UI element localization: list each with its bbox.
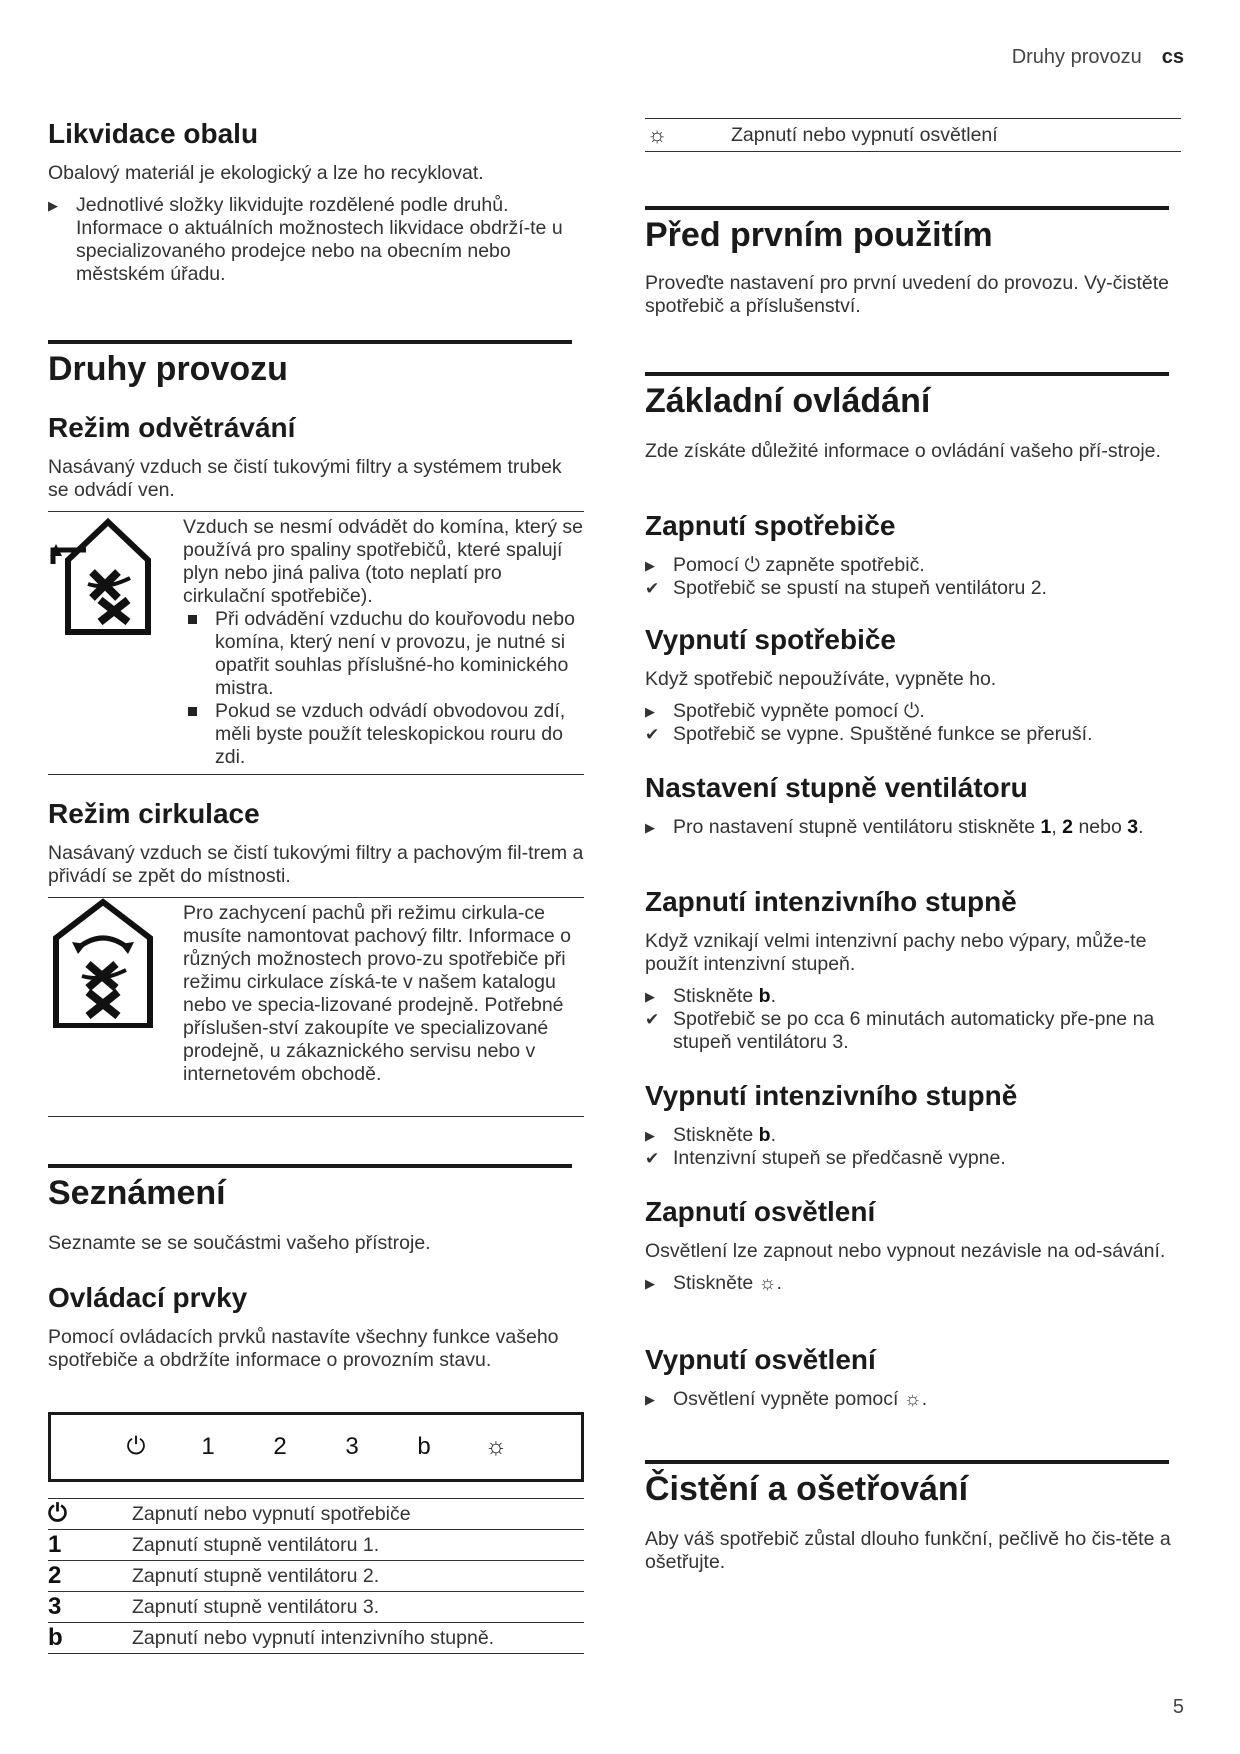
- intro-title: Seznámení: [48, 1174, 226, 1212]
- table-row: [48, 1530, 584, 1561]
- exhaust-text: Nasávaný vzduch se čistí tukovými filtry a systémem trubek se odvádí ven.: [48, 456, 562, 501]
- check-icon: ✔: [645, 725, 660, 744]
- exhaust-note: [48, 511, 584, 775]
- intensive-off-result: ✔ Intenzivní stupeň se předčasně vypne.: [645, 1147, 1006, 1169]
- intensive-on-text: Když vznikají velmi intenzivní pachy nebo výpary, může-te použít intenzivní stupeň.: [645, 930, 1147, 975]
- light-off-title: Vypnutí osvětlení: [645, 1344, 876, 1375]
- fan-3-button[interactable]: 3: [345, 1433, 359, 1460]
- fan-2-button[interactable]: 2: [273, 1433, 287, 1460]
- intensive-on-title: Zapnutí intenzivního stupně: [645, 886, 1017, 917]
- basic-title: Základní ovládání: [645, 382, 931, 420]
- light-on-section: [645, 1196, 1185, 1295]
- fan-1-button[interactable]: 1: [201, 1433, 215, 1460]
- circulation-note-text: Pro zachycení pachů při režimu cirkula-ce musíte namontovat pachový filtr. Informace o různých možnostech provo-zu spotřebiče při režimu cirkulace získá-te v našem katalogu nebo ve specia-lizované prodejně. Potřebné příslušen-ství zakoupíte ve specializované prodejně, u zákaznického servisu nebo v internetovém obchodě.: [183, 902, 572, 1085]
- fan-level-step: ▶ Pro nastavení stupně ventilátoru stiskněte 1, 2 nebo 3.: [645, 816, 1144, 838]
- intensive-on-result: ✔ Spotřebič se po cca 6 minutách automaticky pře-pne na stupeň ventilátoru 3.: [645, 1008, 1155, 1053]
- basic-rule: [645, 372, 1169, 376]
- controls-title: Ovládací prvky: [48, 1282, 248, 1313]
- power-symbol: ⏻: [903, 700, 920, 722]
- table-row: [48, 1592, 584, 1623]
- circulation-house-icon: [48, 898, 183, 1116]
- keys-table-wrap: [48, 1498, 584, 1654]
- running-header: [1012, 46, 1184, 69]
- intensive-button[interactable]: b: [417, 1433, 431, 1460]
- basic-text: Zde získáte důležité informace o ovládání vašeho pří-stroje.: [645, 440, 1161, 462]
- light-on-text: Osvětlení lze zapnout nebo vypnout nezávisle na od-sávání.: [645, 1240, 1166, 1262]
- light-symbol: ☼: [903, 1388, 922, 1410]
- controls-text: Pomocí ovládacích prvků nastavíte všechny funkce vašeho spotřebiče a obdržíte informace o provozním stavu.: [48, 1326, 559, 1371]
- key-symbol: ⏻: [48, 1499, 132, 1530]
- step-arrow-icon: ▶: [48, 198, 58, 213]
- light-button[interactable]: ☼: [485, 1433, 507, 1460]
- intro-text: Seznamte se se součástmi vašeho přístroje.: [48, 1232, 431, 1254]
- light-off-section: [645, 1344, 1185, 1411]
- circulation-text: Nasávaný vzduch se čistí tukovými filtry a pachovým fil-trem a přivádí se zpět do místnosti.: [48, 842, 584, 887]
- key-desc: Zapnutí stupně ventilátoru 3.: [132, 1592, 584, 1623]
- step-arrow-icon: ▶: [645, 820, 655, 835]
- key-symbol: 2: [48, 1561, 132, 1592]
- check-icon: ✔: [645, 1149, 660, 1168]
- key-desc: Zapnutí nebo vypnutí intenzivního stupně.: [132, 1623, 584, 1654]
- switch-off-step: ▶ Spotřebič vypněte pomocí ⏻.: [645, 700, 925, 722]
- intensive-on-section: [645, 886, 1185, 1054]
- exhaust-section: [48, 412, 585, 775]
- intensive-off-step: ▶ Stiskněte b.: [645, 1124, 776, 1146]
- switch-off-result: ✔ Spotřebič se vypne. Spuštěné funkce se přeruší.: [645, 723, 1093, 745]
- light-on-title: Zapnutí osvětlení: [645, 1196, 876, 1227]
- step-arrow-icon: ▶: [645, 1392, 655, 1407]
- disposal-intro: Obalový materiál je ekologický a lze ho recyklovat.: [48, 162, 484, 184]
- before-text: Proveďte nastavení pro první uvedení do provozu. Vy-čistěte spotřebič a příslušenství.: [645, 272, 1169, 317]
- key-desc: Zapnutí stupně ventilátoru 2.: [132, 1561, 584, 1592]
- key-desc: Zapnutí stupně ventilátoru 1.: [132, 1530, 584, 1561]
- light-on-step: ▶ Stiskněte ☼.: [645, 1272, 782, 1294]
- switch-off-section: [645, 624, 1185, 746]
- step-arrow-icon: ▶: [645, 1276, 655, 1291]
- fan-level-title: Nastavení stupně ventilátoru: [645, 772, 1028, 803]
- intro-rule: [48, 1164, 572, 1168]
- key-desc: Zapnutí nebo vypnutí spotřebiče: [132, 1499, 584, 1530]
- controls-section: [48, 1282, 585, 1372]
- check-icon: ✔: [645, 1010, 660, 1029]
- disposal-step: ▶ Jednotlivé složky likvidujte rozdělené podle druhů. Informace o aktuálních možnostech likvidace obdrží-te u specializovaného prodejce nebo na obecním nebo městském úřadu.: [48, 194, 563, 285]
- exhaust-house-icon: [48, 512, 183, 774]
- circulation-section: [48, 798, 585, 1117]
- disposal-title: Likvidace obalu: [48, 118, 259, 149]
- light-symbol: ☼: [647, 122, 668, 147]
- light-row: [645, 118, 1181, 152]
- power-symbol: ⏻: [744, 554, 760, 576]
- key-symbol: 3: [48, 1592, 132, 1623]
- keys-table: [48, 1498, 584, 1654]
- before-rule: [645, 206, 1169, 210]
- cleaning-title: Čistění a ošetřování: [645, 1470, 969, 1508]
- control-panel: [48, 1412, 584, 1482]
- light-desc: Zapnutí nebo vypnutí osvětlení: [731, 123, 998, 146]
- disposal-section: [48, 118, 585, 286]
- before-title: Před prvním použitím: [645, 216, 993, 254]
- step-arrow-icon: ▶: [645, 558, 655, 573]
- step-arrow-icon: ▶: [645, 1128, 655, 1143]
- circulation-title: Režim cirkulace: [48, 798, 260, 829]
- step-arrow-icon: ▶: [645, 989, 655, 1004]
- light-off-step: ▶ Osvětlení vypněte pomocí ☼.: [645, 1388, 928, 1410]
- header-lang: cs: [1161, 46, 1184, 68]
- switch-off-text: Když spotřebič nepoužíváte, vypněte ho.: [645, 668, 997, 690]
- intensive-off-section: [645, 1080, 1185, 1170]
- modes-rule: [48, 340, 572, 344]
- exhaust-bullet: Při odvádění vzduchu do kouřovodu nebo komína, který není v provozu, je nutné si opatřit souhlas příslušné-ho kominického mistra.: [183, 608, 584, 700]
- modes-title: Druhy provozu: [48, 350, 288, 388]
- circulation-note: [48, 897, 584, 1117]
- exhaust-bullet: Pokud se vzduch odvádí obvodovou zdí, měli byste použít teleskopickou rouru do zdi.: [183, 700, 584, 769]
- exhaust-note-text: Vzduch se nesmí odvádět do komína, který se používá pro spaliny spotřebičů, které spalují plyn nebo jiná paliva (toto neplatí pro cirkulační spotřebiče).: [183, 516, 583, 607]
- switch-on-section: [645, 510, 1185, 600]
- key-symbol: 1: [48, 1530, 132, 1561]
- table-row: [48, 1499, 584, 1530]
- step-arrow-icon: ▶: [645, 704, 655, 719]
- header-section: Druhy provozu: [1011, 46, 1142, 68]
- switch-on-title: Zapnutí spotřebiče: [645, 510, 896, 541]
- check-icon: ✔: [645, 579, 660, 598]
- cleaning-rule: [645, 1460, 1169, 1464]
- switch-off-title: Vypnutí spotřebiče: [645, 624, 897, 655]
- switch-on-result: ✔ Spotřebič se spustí na stupeň ventilátoru 2.: [645, 577, 1047, 599]
- table-row: [48, 1623, 584, 1654]
- fan-level-section: [645, 772, 1185, 839]
- switch-on-step: ▶ Pomocí ⏻ zapněte spotřebič.: [645, 554, 925, 576]
- cleaning-text: Aby váš spotřebič zůstal dlouho funkční, pečlivě ho čis-těte a ošetřujte.: [645, 1528, 1171, 1573]
- power-button[interactable]: ⏻: [126, 1433, 146, 1460]
- exhaust-title: Režim odvětrávání: [48, 412, 296, 443]
- page-number: 5: [1172, 1696, 1184, 1718]
- intensive-off-title: Vypnutí intenzivního stupně: [645, 1080, 1018, 1111]
- table-row: [48, 1561, 584, 1592]
- key-symbol: b: [48, 1623, 132, 1654]
- intensive-on-step: ▶ Stiskněte b.: [645, 985, 776, 1007]
- light-symbol: ☼: [758, 1272, 777, 1294]
